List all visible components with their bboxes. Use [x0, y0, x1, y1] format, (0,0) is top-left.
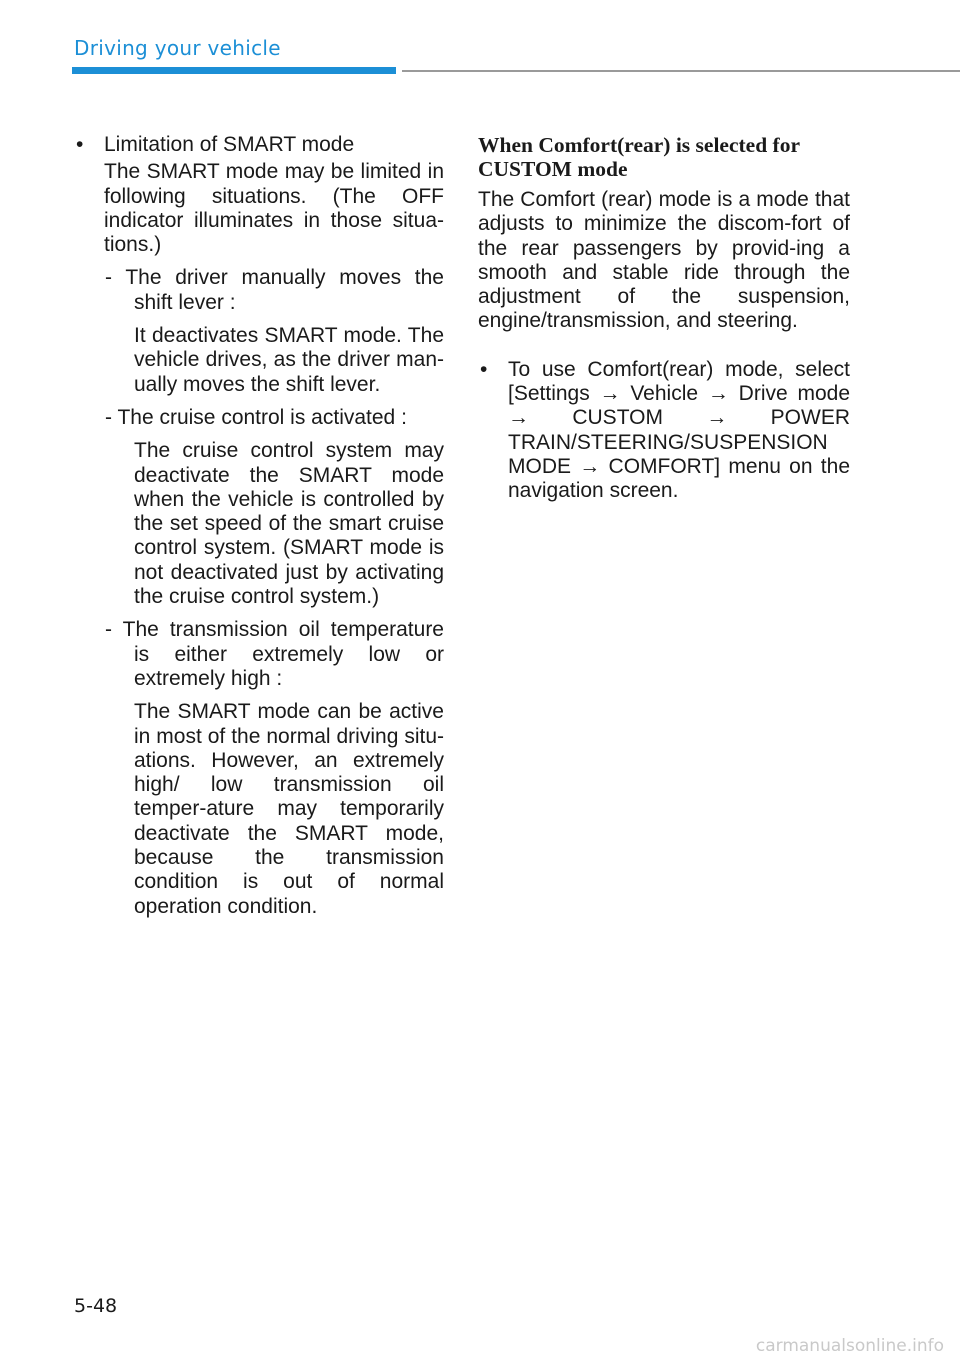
right-column	[478, 133, 850, 504]
comfort-rear-bullet	[478, 358, 850, 504]
bullet-icon: •	[76, 133, 84, 156]
comfort-rear-paragraph: The Comfort (rear) mode is a mode that adjusts to minimize the discom-fort of the rear passengers by provid-ing a smooth and stable ride through the adjustment of the suspension, engine/transmission, and steering.	[478, 188, 850, 333]
explanation-text: The cruise control system may deactivate the SMART mode when the vehicle is controlled by the set speed of the smart cruise control system. (SMART mode is not deactivated just by activating the cruise control system.)	[134, 439, 444, 609]
explanation-text: It deactivates SMART mode. The vehicle drives, as the driver man-ually moves the shift lever.	[134, 324, 444, 396]
bullet-title: Limitation of SMART mode	[104, 133, 355, 156]
header-rule	[402, 70, 960, 72]
condition-text: - The driver manually moves the shift lever :	[105, 266, 444, 314]
intro-paragraph: The SMART mode may be limited in following situations. (The OFF indicator illuminates in those situa-tions.)	[104, 160, 444, 257]
header-rule-accent	[72, 67, 396, 74]
condition-text: - The cruise control is activated :	[105, 405, 407, 429]
section-title: Driving your vehicle	[74, 36, 281, 60]
bullet-icon: •	[480, 357, 488, 381]
left-column	[74, 133, 444, 919]
limitation-item-cruise-control	[74, 406, 444, 609]
limitation-item-oil-temperature	[74, 618, 444, 919]
watermark: carmanualsonline.info	[755, 1336, 944, 1356]
page-number: 5-48	[74, 1295, 118, 1317]
limitation-bullet	[74, 133, 444, 157]
limitation-item-manual-shift	[74, 266, 444, 396]
explanation-text: The SMART mode can be active in most of the normal driving situ-ations. However, an extremely high/ low transmission oil temper-ature may temporarily deactivate the SMART mode, because the transmission condition is out of normal operation condition.	[134, 700, 444, 918]
comfort-rear-instruction: To use Comfort(rear) mode, select [Settings → Vehicle → Drive mode → CUSTOM → POWER TRAIN/STEERING/SUSPENSION MODE → COMFORT] menu on the navigation screen.	[508, 357, 850, 503]
condition-text: - The transmission oil temperature is either extremely low or extremely high :	[105, 618, 444, 690]
comfort-rear-heading: When Comfort(rear) is selected for CUSTOM mode	[478, 133, 800, 181]
